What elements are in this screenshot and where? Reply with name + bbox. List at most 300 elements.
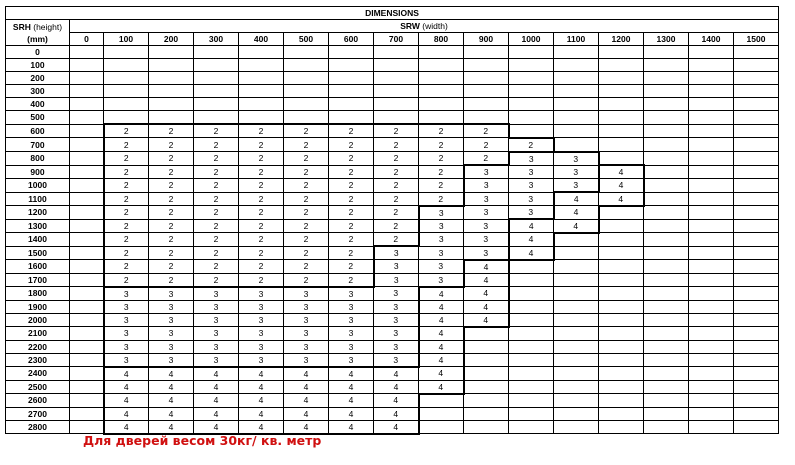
value-cell: 3 <box>554 152 599 166</box>
value-cell: 2 <box>239 206 284 220</box>
value-cell <box>644 394 689 408</box>
value-cell: 2 <box>419 138 464 152</box>
value-cell: 2 <box>239 138 284 152</box>
row-header: 1600 <box>6 260 70 274</box>
value-cell: 2 <box>149 165 194 179</box>
table-row <box>6 407 779 420</box>
value-cell: 4 <box>419 367 464 381</box>
row-header: 2100 <box>6 327 70 341</box>
value-cell: 4 <box>599 192 644 206</box>
value-cell: 3 <box>329 353 374 367</box>
value-cell <box>70 98 104 111</box>
value-cell: 3 <box>374 327 419 341</box>
value-cell: 2 <box>284 233 329 247</box>
value-cell: 2 <box>419 165 464 179</box>
value-cell: 3 <box>464 219 509 233</box>
value-cell <box>689 219 734 233</box>
value-cell: 4 <box>194 380 239 394</box>
value-cell <box>70 300 104 313</box>
value-cell <box>464 46 509 59</box>
value-cell <box>194 98 239 111</box>
value-cell <box>734 340 779 353</box>
value-cell: 3 <box>104 353 149 367</box>
value-cell: 3 <box>104 300 149 313</box>
value-cell <box>689 111 734 125</box>
value-cell <box>599 59 644 72</box>
table-row <box>6 72 779 85</box>
value-cell <box>419 46 464 59</box>
value-cell <box>194 59 239 72</box>
value-cell <box>509 111 554 125</box>
value-cell: 2 <box>104 233 149 247</box>
row-header: 1000 <box>6 179 70 193</box>
value-cell <box>734 72 779 85</box>
srh-header-cell <box>6 20 70 46</box>
table-row <box>6 300 779 313</box>
value-cell: 3 <box>194 353 239 367</box>
srw-header-cell <box>70 20 779 33</box>
value-cell <box>329 85 374 98</box>
value-cell <box>464 111 509 125</box>
value-cell: 2 <box>239 219 284 233</box>
value-cell <box>149 59 194 72</box>
column-header: 600 <box>329 33 374 46</box>
value-cell: 2 <box>284 206 329 220</box>
value-cell: 3 <box>374 353 419 367</box>
row-header: 500 <box>6 111 70 125</box>
value-cell <box>599 420 644 434</box>
value-cell <box>509 260 554 274</box>
row-header: 1200 <box>6 206 70 220</box>
value-cell <box>689 233 734 247</box>
value-cell <box>644 353 689 367</box>
table-row <box>6 394 779 408</box>
value-cell: 2 <box>194 246 239 260</box>
value-cell <box>599 246 644 260</box>
value-cell: 4 <box>239 407 284 420</box>
value-cell <box>644 420 689 434</box>
value-cell: 2 <box>329 233 374 247</box>
value-cell <box>599 124 644 138</box>
value-cell <box>70 273 104 287</box>
value-cell: 2 <box>239 260 284 274</box>
value-cell <box>104 98 149 111</box>
value-cell <box>689 394 734 408</box>
value-cell: 3 <box>464 179 509 193</box>
value-cell: 4 <box>509 219 554 233</box>
value-cell <box>509 287 554 301</box>
value-cell: 3 <box>374 260 419 274</box>
value-cell <box>104 72 149 85</box>
value-cell: 2 <box>149 233 194 247</box>
value-cell: 4 <box>374 420 419 434</box>
value-cell: 2 <box>194 138 239 152</box>
value-cell: 3 <box>194 300 239 313</box>
value-cell <box>644 246 689 260</box>
value-cell <box>149 98 194 111</box>
value-cell: 2 <box>194 233 239 247</box>
value-cell <box>644 206 689 220</box>
value-cell <box>70 165 104 179</box>
value-cell: 3 <box>329 327 374 341</box>
value-cell <box>70 138 104 152</box>
srh-mm: (mm) <box>27 33 48 44</box>
weight-note: Для дверей весом 30кг/ кв. метр <box>83 433 322 448</box>
value-cell: 2 <box>329 179 374 193</box>
value-cell <box>689 179 734 193</box>
value-cell: 2 <box>329 124 374 138</box>
value-cell: 2 <box>149 179 194 193</box>
value-cell <box>149 72 194 85</box>
value-cell: 4 <box>149 394 194 408</box>
value-cell: 4 <box>239 367 284 381</box>
value-cell: 4 <box>374 407 419 420</box>
row-header: 0 <box>6 46 70 59</box>
value-cell: 2 <box>329 138 374 152</box>
value-cell: 2 <box>104 124 149 138</box>
value-cell <box>599 138 644 152</box>
value-cell: 4 <box>104 367 149 381</box>
value-cell <box>239 72 284 85</box>
value-cell <box>239 59 284 72</box>
value-cell <box>689 353 734 367</box>
value-cell: 3 <box>464 246 509 260</box>
value-cell <box>734 98 779 111</box>
value-cell <box>734 138 779 152</box>
value-cell <box>194 85 239 98</box>
value-cell <box>644 72 689 85</box>
value-cell: 3 <box>374 273 419 287</box>
value-cell: 3 <box>419 246 464 260</box>
value-cell <box>734 124 779 138</box>
value-cell <box>509 85 554 98</box>
value-cell: 2 <box>464 152 509 166</box>
value-cell <box>644 260 689 274</box>
value-cell <box>70 353 104 367</box>
value-cell: 3 <box>149 313 194 327</box>
value-cell <box>689 340 734 353</box>
column-header: 1300 <box>644 33 689 46</box>
value-cell <box>104 85 149 98</box>
table-row <box>6 246 779 260</box>
value-cell: 4 <box>464 313 509 327</box>
value-cell <box>734 192 779 206</box>
value-cell: 2 <box>149 219 194 233</box>
value-cell <box>70 72 104 85</box>
value-cell: 2 <box>284 179 329 193</box>
value-cell <box>734 313 779 327</box>
value-cell <box>689 367 734 381</box>
value-cell: 3 <box>464 192 509 206</box>
value-cell: 4 <box>464 260 509 274</box>
value-cell: 2 <box>194 179 239 193</box>
value-cell: 4 <box>149 367 194 381</box>
value-cell <box>70 219 104 233</box>
value-cell: 3 <box>194 287 239 301</box>
row-header: 800 <box>6 152 70 166</box>
value-cell <box>599 353 644 367</box>
value-cell <box>329 59 374 72</box>
value-cell: 2 <box>329 260 374 274</box>
column-header: 300 <box>194 33 239 46</box>
table-row <box>6 124 779 138</box>
value-cell: 3 <box>149 353 194 367</box>
value-cell: 3 <box>239 353 284 367</box>
value-cell <box>70 85 104 98</box>
value-cell: 3 <box>419 219 464 233</box>
column-header-row <box>6 33 779 46</box>
table-row <box>6 85 779 98</box>
value-cell <box>689 327 734 341</box>
table-row <box>6 46 779 59</box>
value-cell: 3 <box>509 179 554 193</box>
value-cell <box>689 206 734 220</box>
value-cell <box>644 300 689 313</box>
value-cell <box>509 353 554 367</box>
value-cell: 2 <box>104 192 149 206</box>
value-cell <box>464 85 509 98</box>
value-cell <box>464 327 509 341</box>
value-cell <box>509 340 554 353</box>
value-cell <box>734 219 779 233</box>
value-cell: 3 <box>284 300 329 313</box>
value-cell <box>194 72 239 85</box>
value-cell <box>194 46 239 59</box>
value-cell: 3 <box>284 353 329 367</box>
value-cell <box>70 246 104 260</box>
value-cell: 4 <box>104 380 149 394</box>
value-cell: 3 <box>104 313 149 327</box>
value-cell: 2 <box>419 192 464 206</box>
value-cell <box>509 313 554 327</box>
value-cell <box>194 111 239 125</box>
table-row <box>6 165 779 179</box>
value-cell <box>644 59 689 72</box>
value-cell: 2 <box>239 179 284 193</box>
value-cell: 4 <box>419 287 464 301</box>
value-cell: 2 <box>194 206 239 220</box>
value-cell: 2 <box>329 219 374 233</box>
table-row <box>6 273 779 287</box>
value-cell <box>464 407 509 420</box>
value-cell: 2 <box>509 138 554 152</box>
value-cell: 2 <box>329 246 374 260</box>
row-header: 100 <box>6 59 70 72</box>
value-cell <box>554 85 599 98</box>
value-cell <box>599 85 644 98</box>
value-cell: 2 <box>149 124 194 138</box>
value-cell: 2 <box>374 233 419 247</box>
table-row <box>6 233 779 247</box>
value-cell: 2 <box>194 152 239 166</box>
value-cell <box>70 287 104 301</box>
value-cell: 4 <box>194 394 239 408</box>
value-cell: 2 <box>239 124 284 138</box>
value-cell: 2 <box>419 124 464 138</box>
value-cell <box>509 72 554 85</box>
value-cell <box>554 327 599 341</box>
srw-label: SRW <box>400 21 420 31</box>
value-cell <box>599 98 644 111</box>
value-cell <box>70 394 104 408</box>
row-header: 2200 <box>6 340 70 353</box>
value-cell <box>239 98 284 111</box>
value-cell: 2 <box>284 124 329 138</box>
value-cell <box>419 111 464 125</box>
value-cell <box>644 46 689 59</box>
value-cell: 2 <box>149 152 194 166</box>
value-cell <box>554 300 599 313</box>
value-cell <box>644 327 689 341</box>
value-cell: 2 <box>104 246 149 260</box>
value-cell: 4 <box>104 420 149 434</box>
value-cell <box>644 380 689 394</box>
value-cell: 2 <box>329 165 374 179</box>
value-cell: 2 <box>104 206 149 220</box>
table-row <box>6 327 779 341</box>
value-cell: 4 <box>419 353 464 367</box>
value-cell: 4 <box>149 380 194 394</box>
value-cell <box>70 233 104 247</box>
value-cell <box>284 98 329 111</box>
column-header: 900 <box>464 33 509 46</box>
value-cell <box>70 111 104 125</box>
value-cell: 4 <box>464 300 509 313</box>
column-header: 700 <box>374 33 419 46</box>
value-cell <box>554 353 599 367</box>
value-cell <box>464 380 509 394</box>
value-cell <box>329 46 374 59</box>
dimensions-table <box>5 6 779 435</box>
value-cell <box>329 98 374 111</box>
value-cell <box>689 380 734 394</box>
value-cell <box>239 46 284 59</box>
value-cell: 4 <box>284 367 329 381</box>
row-header: 1700 <box>6 273 70 287</box>
value-cell <box>284 59 329 72</box>
value-cell <box>734 152 779 166</box>
value-cell: 3 <box>284 327 329 341</box>
value-cell <box>554 407 599 420</box>
value-cell <box>734 353 779 367</box>
value-cell <box>554 273 599 287</box>
value-cell <box>419 72 464 85</box>
value-cell: 2 <box>149 138 194 152</box>
value-cell: 2 <box>284 192 329 206</box>
value-cell <box>644 313 689 327</box>
value-cell <box>689 313 734 327</box>
value-cell <box>689 138 734 152</box>
value-cell: 4 <box>554 206 599 220</box>
value-cell: 3 <box>374 300 419 313</box>
table-row <box>6 111 779 125</box>
value-cell: 3 <box>509 206 554 220</box>
value-cell <box>239 85 284 98</box>
value-cell: 4 <box>194 407 239 420</box>
value-cell <box>509 300 554 313</box>
value-cell <box>284 72 329 85</box>
value-cell <box>734 407 779 420</box>
value-cell: 4 <box>509 246 554 260</box>
value-cell <box>599 46 644 59</box>
value-cell <box>599 152 644 166</box>
value-cell <box>70 327 104 341</box>
value-cell <box>509 394 554 408</box>
value-cell: 3 <box>464 233 509 247</box>
value-cell: 2 <box>374 124 419 138</box>
value-cell <box>374 72 419 85</box>
value-cell <box>554 138 599 152</box>
column-header: 100 <box>104 33 149 46</box>
table-row <box>6 59 779 72</box>
value-cell: 3 <box>284 313 329 327</box>
column-header: 1200 <box>599 33 644 46</box>
value-cell: 2 <box>194 273 239 287</box>
value-cell <box>419 85 464 98</box>
value-cell: 2 <box>419 179 464 193</box>
value-cell <box>464 353 509 367</box>
value-cell <box>734 420 779 434</box>
value-cell <box>70 46 104 59</box>
value-cell <box>464 72 509 85</box>
value-cell: 4 <box>239 394 284 408</box>
value-cell: 3 <box>509 192 554 206</box>
value-cell: 2 <box>239 152 284 166</box>
row-header: 200 <box>6 72 70 85</box>
value-cell <box>689 46 734 59</box>
value-cell: 3 <box>419 273 464 287</box>
value-cell: 2 <box>194 260 239 274</box>
column-header: 1100 <box>554 33 599 46</box>
value-cell <box>419 59 464 72</box>
value-cell <box>284 111 329 125</box>
row-header: 2300 <box>6 353 70 367</box>
value-cell <box>554 124 599 138</box>
column-header: 1000 <box>509 33 554 46</box>
dimensions-sheet <box>5 6 779 435</box>
value-cell <box>374 111 419 125</box>
value-cell: 4 <box>194 367 239 381</box>
value-cell <box>644 124 689 138</box>
table-row <box>6 179 779 193</box>
table-row <box>6 152 779 166</box>
value-cell: 2 <box>239 246 284 260</box>
value-cell: 2 <box>104 273 149 287</box>
column-header: 500 <box>284 33 329 46</box>
row-header: 400 <box>6 98 70 111</box>
value-cell <box>104 46 149 59</box>
value-cell: 4 <box>239 380 284 394</box>
value-cell: 3 <box>554 165 599 179</box>
value-cell: 3 <box>464 165 509 179</box>
value-cell <box>70 367 104 381</box>
value-cell <box>70 313 104 327</box>
value-cell: 3 <box>374 246 419 260</box>
value-cell: 2 <box>464 138 509 152</box>
value-cell: 4 <box>419 340 464 353</box>
value-cell <box>734 59 779 72</box>
value-cell <box>554 233 599 247</box>
value-cell: 3 <box>374 287 419 301</box>
value-cell: 4 <box>374 367 419 381</box>
value-cell <box>689 273 734 287</box>
row-header: 900 <box>6 165 70 179</box>
table-row <box>6 380 779 394</box>
value-cell <box>734 260 779 274</box>
value-cell <box>689 124 734 138</box>
value-cell: 4 <box>104 394 149 408</box>
value-cell <box>599 111 644 125</box>
